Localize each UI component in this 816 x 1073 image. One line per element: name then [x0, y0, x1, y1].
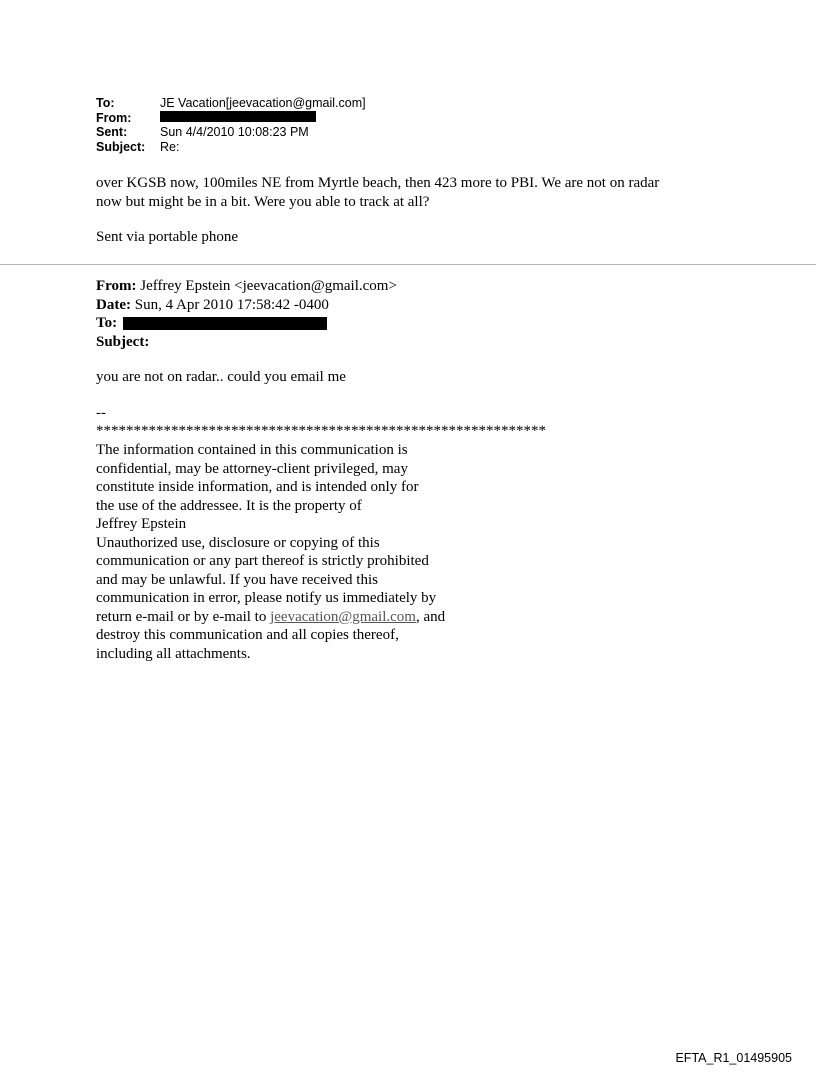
to-label: To:	[96, 96, 115, 110]
subject-label: Subject:	[96, 139, 146, 154]
disclaimer-line: including all attachments.	[96, 645, 251, 662]
email-header	[96, 96, 366, 154]
quoted-date-label: Date:	[96, 296, 131, 313]
quoted-to-label: To:	[96, 315, 118, 331]
message-body	[96, 174, 659, 211]
disclaimer-link-line	[96, 608, 445, 627]
disclaimer-line: and may be unlawful. If you have received this	[96, 571, 378, 588]
sent-value: Sun 4/4/2010 10:08:23 PM	[160, 125, 309, 139]
quoted-to-row	[96, 314, 397, 333]
disclaimer-line: communication or any part thereof is strictly prohibited	[96, 553, 429, 569]
from-redaction	[160, 111, 316, 122]
disclaimer-line: the use of the addressee. It is the property of	[96, 497, 362, 514]
quoted-subject-label: Subject:	[96, 333, 150, 350]
header-to-row	[96, 96, 366, 111]
link-suffix: , and	[415, 608, 446, 625]
document-id: EFTA_R1_01495905	[675, 1051, 792, 1065]
body-line-2: now but might be in a bit. Were you able to track at all?	[96, 193, 430, 210]
from-label: From:	[96, 110, 132, 125]
header-subject-row	[96, 140, 366, 155]
disclaimer-line: The information contained in this communication is	[96, 442, 408, 458]
signature: Sent via portable phone	[96, 229, 239, 245]
sig-dashes: --	[96, 405, 106, 421]
subject-value: Re:	[160, 139, 180, 154]
disclaimer-line: destroy this communication and all copies thereof,	[96, 627, 399, 643]
quoted-to-redaction	[123, 317, 327, 330]
disclaimer-line: constitute inside information, and is intended only for	[96, 479, 419, 495]
disclaimer-line: Jeffrey Epstein	[96, 516, 187, 532]
link-prefix: return e-mail or by e-mail to	[96, 608, 271, 625]
sig-stars: ************************************************************	[96, 423, 546, 439]
header-from-row	[96, 111, 366, 126]
quoted-date-value: Sun, 4 Apr 2010 17:58:42 -0400	[134, 296, 329, 313]
quoted-from-label: From:	[96, 278, 137, 294]
disclaimer-line: confidential, may be attorney-client privileged, may	[96, 460, 408, 477]
quoted-date-row	[96, 296, 397, 315]
quoted-from-row	[96, 277, 397, 296]
quoted-from-value: Jeffrey Epstein <jeevacation@gmail.com>	[140, 278, 397, 294]
divider	[0, 264, 816, 265]
disclaimer	[96, 441, 445, 663]
quoted-message: you are not on radar.. could you email me	[96, 369, 346, 385]
quoted-subject-row	[96, 333, 397, 352]
disclaimer-line: Unauthorized use, disclosure or copying of this	[96, 534, 380, 551]
disclaimer-line: communication in error, please notify us immediately by	[96, 590, 437, 606]
quoted-header	[96, 277, 397, 351]
header-sent-row	[96, 125, 366, 140]
body-line-1: over KGSB now, 100miles NE from Myrtle beach, then 423 more to PBI. We are not on radar	[96, 175, 660, 191]
sent-label: Sent:	[96, 125, 128, 139]
to-value: JE Vacation[jeevacation@gmail.com]	[160, 96, 366, 110]
email-link[interactable]: jeevacation@gmail.com	[270, 608, 416, 625]
